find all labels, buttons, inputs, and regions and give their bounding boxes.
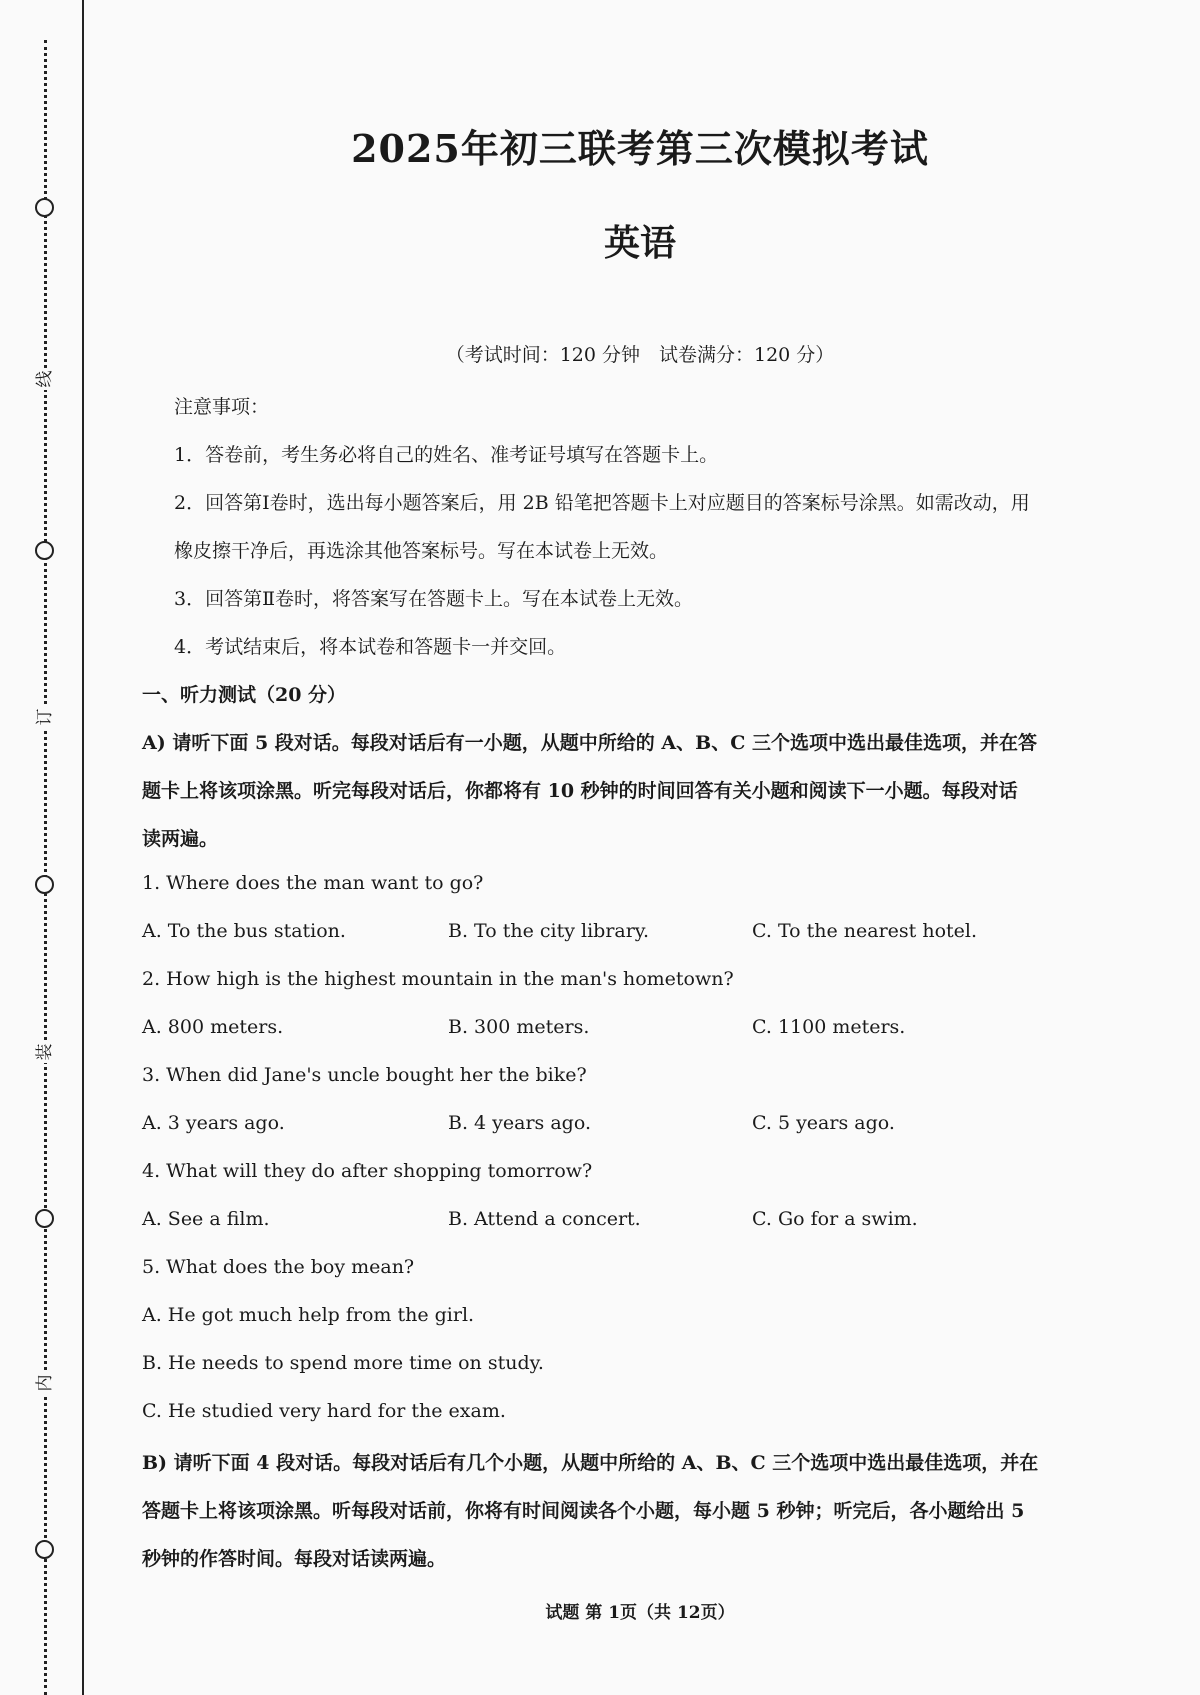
option-c: C. 5 years ago. xyxy=(752,1112,895,1134)
page-content xyxy=(130,0,1150,1695)
note-item: 橡皮擦干净后，再选涂其他答案标号。写在本试卷上无效。 xyxy=(174,540,669,562)
option-a: A. See a film. xyxy=(142,1208,270,1230)
option-c: C. To the nearest hotel. xyxy=(752,920,978,942)
option-b: B. 4 years ago. xyxy=(448,1112,591,1134)
note-item: 4．考试结束后，将本试卷和答题卡一并交回。 xyxy=(174,636,567,658)
note-item: 3．回答第Ⅱ卷时，将答案写在答题卡上。写在本试卷上无效。 xyxy=(174,588,694,610)
note-item: 1．答卷前，考生务必将自己的姓名、准考证号填写在答题卡上。 xyxy=(174,444,719,466)
option-a: A. 3 years ago. xyxy=(142,1112,285,1134)
binding-circle-icon xyxy=(35,1540,54,1559)
question-5: 5. What does the boy mean? xyxy=(142,1256,415,1278)
binding-circle-icon xyxy=(35,1209,54,1228)
notes-heading: 注意事项： xyxy=(174,396,270,418)
part-b-instructions: 答题卡上将该项涂黑。听每段对话前，你将有时间阅读各个小题，每小题 5 秒钟；听完后，各小题给出 5 xyxy=(142,1500,1025,1522)
option-c: C. Go for a swim. xyxy=(752,1208,918,1230)
option-c: C. He studied very hard for the exam. xyxy=(142,1400,506,1422)
part-a-instructions: 题卡上将该项涂黑。听完每段对话后，你都将有 10 秒钟的时间回答有关小题和阅读下一小题。每段对话 xyxy=(142,780,1018,802)
binding-char-zhuang: 装 xyxy=(34,1041,56,1063)
page-footer: 试题 第 1页（共 12页） xyxy=(545,1603,735,1623)
note-item: 2．回答第Ⅰ卷时，选出每小题答案后，用 2B 铅笔把答题卡上对应题目的答案标号涂黑。如需改动，用 xyxy=(174,492,1030,514)
binding-circle-icon xyxy=(35,198,54,217)
binding-char-nei: 内 xyxy=(34,1372,56,1394)
part-b-instructions: 秒钟的作答时间。每段对话读两遍。 xyxy=(142,1548,447,1570)
binding-margin xyxy=(0,0,90,1695)
binding-char-ding: 订 xyxy=(34,706,56,728)
part-b-instructions: B) 请听下面 4 段对话。每段对话后有几个小题，从题中所给的 A、B、C 三个选项中选出最佳选项，并在 xyxy=(142,1452,1039,1474)
question-2: 2. How high is the highest mountain in the man's hometown? xyxy=(142,968,734,990)
binding-circle-icon xyxy=(35,541,54,560)
option-b: B. To the city library. xyxy=(448,920,650,942)
binding-dotted-line xyxy=(44,40,47,1695)
binding-solid-line xyxy=(82,0,84,1695)
binding-char-xian: 线 xyxy=(34,368,56,390)
binding-circle-icon xyxy=(35,875,54,894)
part-a-instructions: A) 请听下面 5 段对话。每段对话后有一小题，从题中所给的 A、B、C 三个选项中选出最佳选项，并在答 xyxy=(142,732,1037,754)
option-b: B. He needs to spend more time on study. xyxy=(142,1352,544,1374)
question-1: 1. Where does the man want to go? xyxy=(142,872,484,894)
exam-title: 2025年初三联考第三次模拟考试 xyxy=(351,126,929,171)
option-b: B. Attend a concert. xyxy=(448,1208,641,1230)
option-c: C. 1100 meters. xyxy=(752,1016,906,1038)
option-a: A. To the bus station. xyxy=(142,920,346,942)
exam-info: （考试时间：120 分钟 试卷满分：120 分） xyxy=(445,344,835,366)
question-4: 4. What will they do after shopping tomorrow? xyxy=(142,1160,593,1182)
question-3: 3. When did Jane's uncle bought her the bike? xyxy=(142,1064,587,1086)
option-a: A. 800 meters. xyxy=(142,1016,284,1038)
option-b: B. 300 meters. xyxy=(448,1016,590,1038)
option-a: A. He got much help from the girl. xyxy=(142,1304,475,1326)
part-a-instructions: 读两遍。 xyxy=(142,828,219,850)
section-heading: 一、听力测试（20 分） xyxy=(142,684,347,706)
subject-title: 英语 xyxy=(603,222,676,264)
